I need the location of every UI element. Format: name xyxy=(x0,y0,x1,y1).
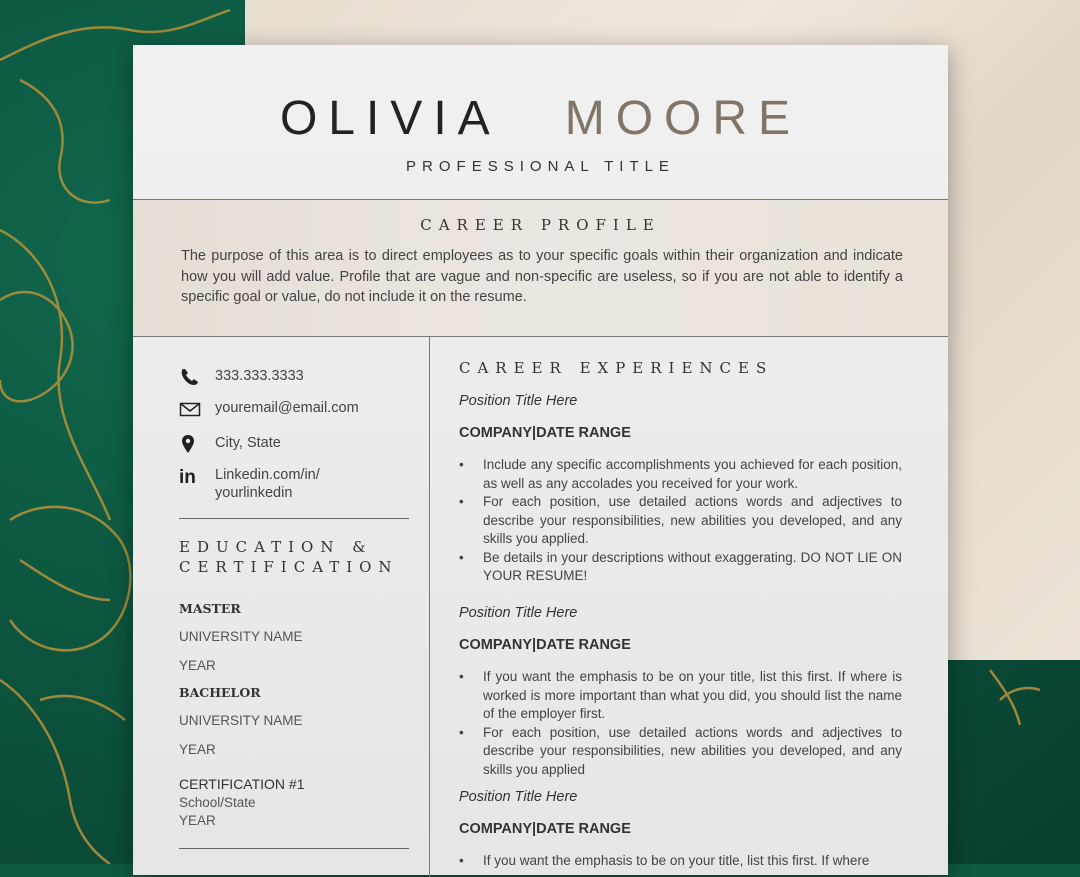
position-title: Position Title Here xyxy=(459,789,578,805)
career-profile-section xyxy=(133,200,948,337)
bullet-item: • For each position, use detailed actions words and adjectives to describe your responsibilities, new abilities you developed, and any skills you applied xyxy=(459,724,902,780)
career-profile-text: The purpose of this area is to direct employees as to your specific goals within their organization and indicate how you will add value. Profile that are vague and non-specific are useless, so if you are not able to identify a specific goal or value, do not include it on the resume. xyxy=(181,248,903,305)
company-date-range: COMPANY|DATE RANGE xyxy=(459,637,631,653)
certification-year: YEAR xyxy=(179,813,216,828)
phone-number: 333.333.3333 xyxy=(215,368,304,384)
phone-icon xyxy=(179,367,201,387)
linkedin-url-line1: Linkedin.com/in/ xyxy=(215,467,320,483)
city-state: City, State xyxy=(215,435,281,451)
resume-page xyxy=(133,45,948,875)
position-title: Position Title Here xyxy=(459,393,578,409)
bullet-item: • Include any specific accomplishments you achieved for each position, as well as any accolades you received for your work. xyxy=(459,456,902,493)
career-profile-heading: CAREER PROFILE xyxy=(420,216,661,234)
linkedin-url-line2: yourlinkedin xyxy=(215,485,293,501)
bullet-item: • Be details in your descriptions without exaggerating. DO NOT LIE ON YOUR RESUME! xyxy=(459,549,902,586)
position-bullets xyxy=(459,456,902,586)
education-heading xyxy=(179,537,419,577)
email-address: youremail@email.com xyxy=(215,400,359,416)
location-pin-icon xyxy=(179,434,201,454)
svg-text:in: in xyxy=(179,467,196,486)
linkedin-icon xyxy=(179,466,201,486)
position-title: Position Title Here xyxy=(459,605,578,621)
education-heading-line1: EDUCATION & xyxy=(179,538,373,556)
university-name: UNIVERSITY NAME xyxy=(179,629,303,644)
degree-bachelor: BACHELOR xyxy=(179,685,261,700)
bullet-item: • For each position, use detailed actions words and adjectives to describe your responsibilities, new abilities you developed, and any skills you applied. xyxy=(459,493,902,549)
degree-master: MASTER xyxy=(179,601,241,616)
degree-year: YEAR xyxy=(179,742,216,757)
column-divider xyxy=(429,337,430,877)
position-bullets xyxy=(459,668,902,779)
position-bullets xyxy=(459,852,902,871)
professional-title: PROFESSIONAL TITLE xyxy=(406,158,675,175)
certification-name: CERTIFICATION #1 xyxy=(179,776,305,792)
career-experiences-heading: CAREER EXPERIENCES xyxy=(459,359,774,377)
full-name xyxy=(133,93,948,145)
education-heading-line2: CERTIFICATION xyxy=(179,558,399,576)
left-divider-top xyxy=(179,518,409,519)
degree-year: YEAR xyxy=(179,658,216,673)
last-name: MOORE xyxy=(564,92,802,145)
mail-icon xyxy=(179,399,201,419)
resume-header xyxy=(133,45,948,200)
first-name: OLIVIA xyxy=(279,92,499,145)
company-date-range: COMPANY|DATE RANGE xyxy=(459,821,631,837)
bullet-item: • If you want the emphasis to be on your title, list this first. If where xyxy=(459,852,902,871)
bullet-item: • If you want the emphasis to be on your title, list this first. If where is worked is more important than what you did, you should list the name of the employer first. xyxy=(459,668,902,724)
university-name: UNIVERSITY NAME xyxy=(179,713,303,728)
left-divider-bottom xyxy=(179,848,409,849)
certification-school: School/State xyxy=(179,795,256,810)
company-date-range: COMPANY|DATE RANGE xyxy=(459,425,631,441)
